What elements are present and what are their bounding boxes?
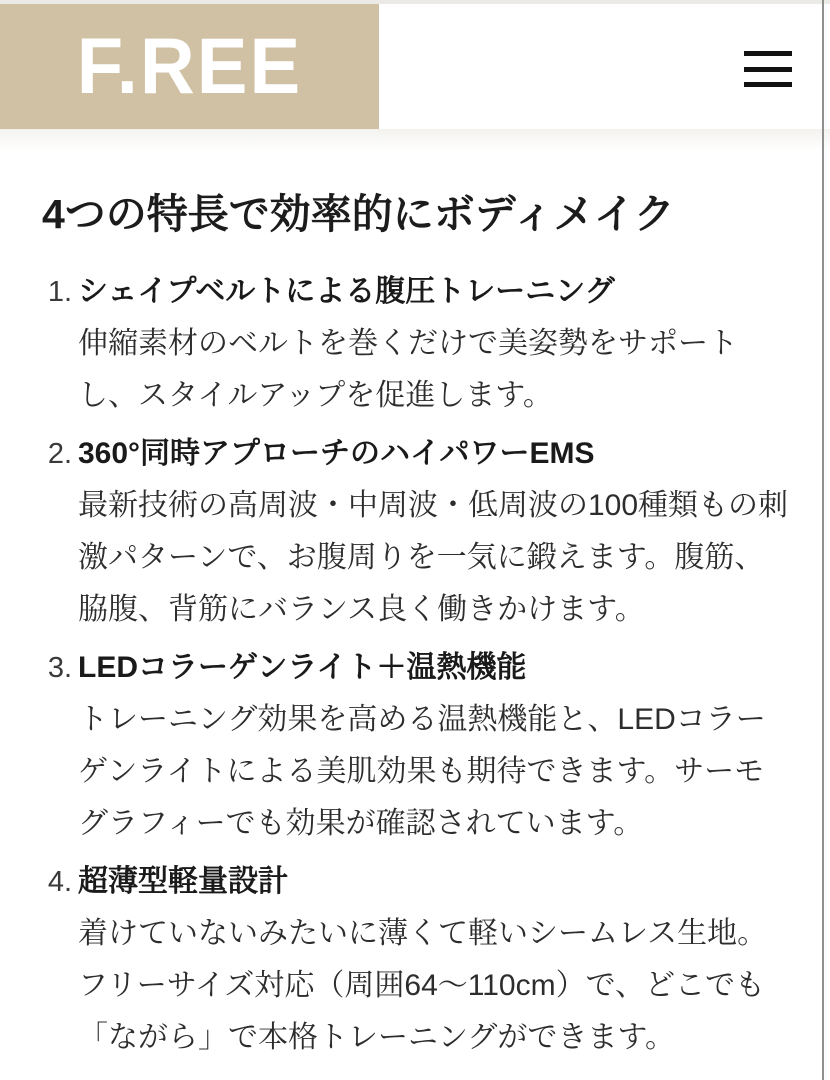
feature-body-line: トレーニング効果を高める温熱機能と、LEDコラー [78, 703, 766, 736]
feature-body-line: 「ながら」で本格トレーニングができます。 [78, 1021, 675, 1054]
feature-body-line: 激パターンで、お腹周りを一気に鍛えます。腹筋、 [78, 541, 765, 574]
feature-body-line: グラフィーでも効果が確認されています。 [78, 807, 644, 840]
feature-title: LEDコラーゲンライト＋温熱機能 [78, 651, 527, 684]
feature-item-4 [47, 856, 768, 1064]
brand-logo[interactable] [0, 4, 379, 129]
header-shadow [0, 129, 830, 151]
feature-number: 3. [47, 652, 72, 684]
hamburger-icon [744, 67, 792, 72]
feature-body-line: 伸縮素材のベルトを巻くだけで美姿勢をサポート [78, 327, 738, 360]
feature-body-line: ゲンライトによる美肌効果も期待できます。サーモ [78, 755, 765, 788]
feature-body-line: 脇腹、背筋にバランス良く働きかけます。 [78, 593, 645, 626]
feature-title: シェイプベルトによる腹圧トレーニング [78, 275, 615, 308]
feature-body-line: 最新技術の高周波・中周波・低周波の100種類もの刺 [78, 489, 789, 522]
feature-item-1 [47, 266, 762, 422]
site-header [0, 4, 830, 129]
feature-number: 1. [47, 276, 72, 308]
feature-number: 2. [47, 438, 72, 470]
feature-body-line: し、スタイルアップを促進します。 [78, 379, 553, 412]
feature-item-2 [47, 428, 789, 636]
main-content [0, 151, 822, 1064]
feature-item-3 [47, 642, 766, 850]
hamburger-icon [744, 51, 792, 56]
feature-title: 360°同時アプローチのハイパワーEMS [78, 437, 595, 470]
brand-logo-text: F.REE [76, 21, 303, 111]
feature-title: 超薄型軽量設計 [78, 865, 288, 898]
page-title: 4つの特長で効率的にボディメイク [42, 191, 675, 237]
viewport-edge-line [822, 0, 824, 1080]
feature-body-line: フリーサイズ対応（周囲64～110cm）で、どこでも [78, 969, 765, 1002]
feature-number: 4. [47, 866, 72, 898]
hamburger-icon [744, 82, 792, 87]
feature-list [40, 266, 789, 1064]
feature-body-line: 着けていないみたいに薄くて軽いシームレス生地。 [78, 917, 768, 950]
hamburger-menu-button[interactable] [744, 51, 792, 87]
